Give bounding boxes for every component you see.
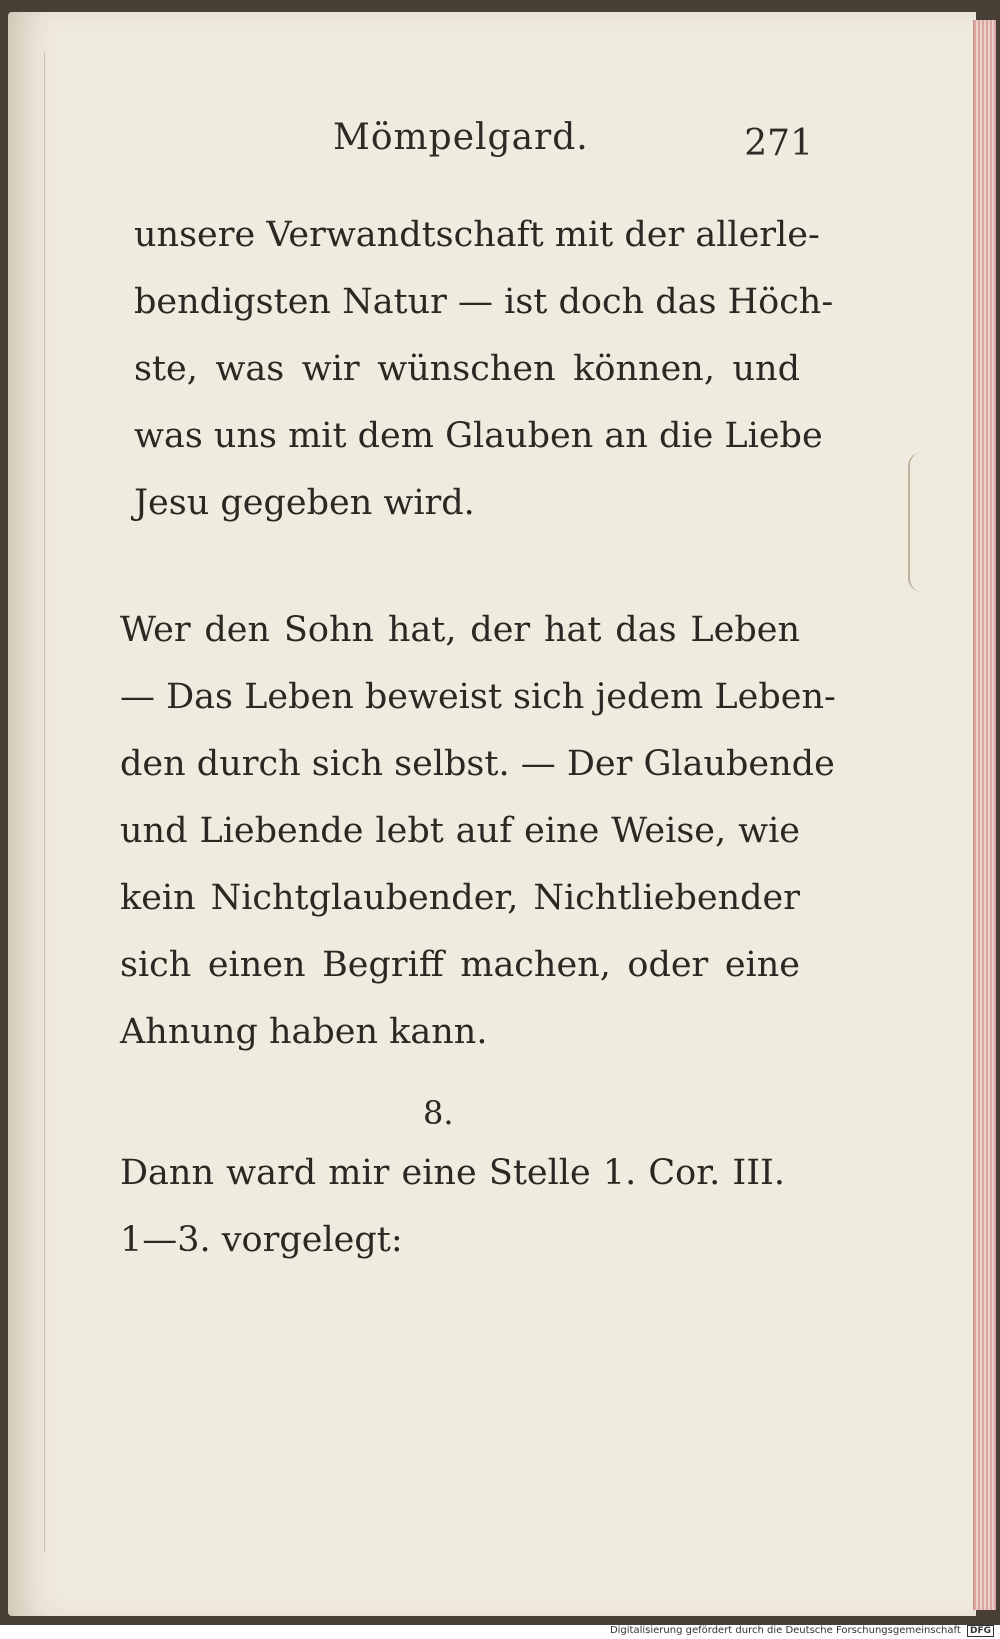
dfg-logo: DFG — [967, 1625, 994, 1637]
text-line: den durch sich selbst. — Der Glaubende — [120, 744, 835, 784]
page-number: 271 — [744, 123, 813, 164]
text-line: kein Nichtglaubender, Nichtliebender — [120, 878, 800, 918]
section-number: 8. — [423, 1094, 454, 1132]
gutter-line — [44, 52, 51, 1552]
text-line: unsere Verwandtschaft mit der allerle- — [134, 215, 820, 255]
page-tab-mark — [908, 452, 934, 592]
text-line: Wer den Sohn hat, der hat das Leben — [120, 610, 800, 650]
paragraph-2 — [120, 597, 836, 1066]
paragraph-1 — [134, 202, 834, 537]
text-line: Ahnung haben kann. — [120, 1012, 488, 1052]
text-line: was uns mit dem Glauben an die Liebe — [134, 416, 823, 456]
digitization-credit — [610, 1625, 994, 1637]
page-edges — [973, 20, 996, 1610]
book-page — [8, 12, 976, 1616]
page-header — [333, 117, 813, 177]
running-title: Mömpelgard. — [333, 117, 589, 158]
text-line: und Liebende lebt auf eine Weise, wie — [120, 811, 800, 851]
credit-text: Digitalisierung gefördert durch die Deutsche Forschungsgemeinschaft — [609, 1625, 961, 1636]
paragraph-3 — [120, 1140, 785, 1274]
text-line: ste, was wir wünschen können, und — [134, 349, 800, 389]
text-line: bendigsten Natur — ist doch das Höch- — [134, 282, 834, 322]
text-line: Jesu gegeben wird. — [134, 483, 475, 523]
text-line: — Das Leben beweist sich jedem Leben- — [120, 677, 836, 717]
text-line: sich einen Begriff machen, oder eine — [120, 945, 800, 985]
text-line: 1—3. vorgelegt: — [120, 1220, 403, 1260]
text-line: Dann ward mir eine Stelle 1. Cor. III. — [120, 1153, 785, 1193]
